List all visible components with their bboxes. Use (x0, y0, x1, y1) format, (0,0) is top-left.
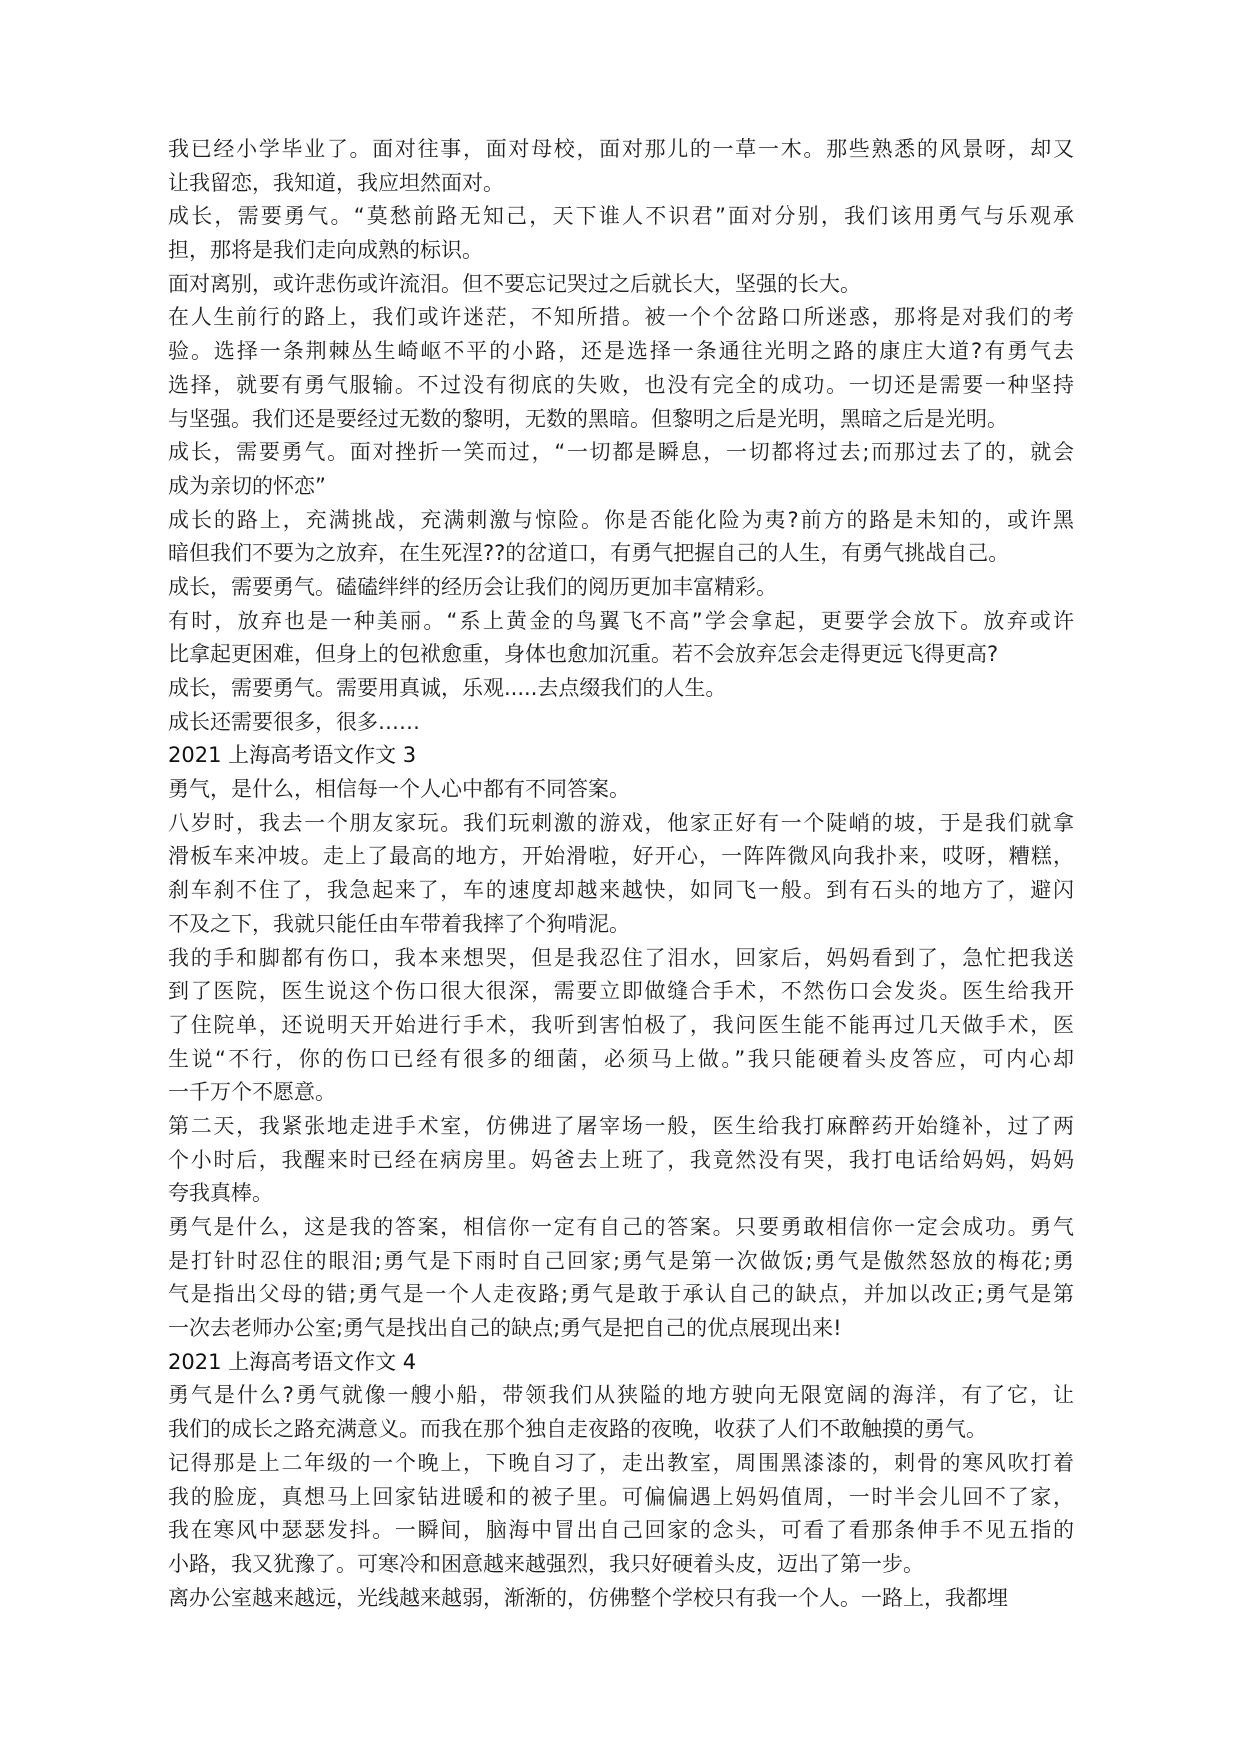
paragraph-line: 面对离别，或许悲伤或许流泪。但不要忘记哭过之后就长大，坚强的长大。 (168, 271, 861, 296)
paragraph-line: 勇气，是什么，相信每一个人心中都有不同答案。 (168, 777, 630, 802)
paragraph-line: 有时，放弃也是一种美丽。“系上黄金的鸟翼飞不高”学会拿起，更要学会放下。放弃或许 (168, 608, 1074, 633)
paragraph-line: 八岁时，我去一个朋友家玩。我们玩刺激的游戏，他家正好有一个陡峭的坡，于是我们就拿 (168, 810, 1074, 835)
paragraph-line: 我已经小学毕业了。面对往事，面对母校，面对那儿的一草一木。那些熟悉的风景呀，却又 (168, 137, 1074, 161)
paragraph (168, 1110, 1074, 1211)
paragraph-line: 验。选择一条荆棘丛生崎岖不平的小路，还是选择一条通往光明之路的康庄大道?有勇气去 (168, 339, 1074, 364)
paragraph-line: 成长，需要勇气。磕磕绊绊的经历会让我们的阅历更加丰富精彩。 (168, 574, 777, 599)
paragraph-line: 是打针时忍住的眼泪;勇气是下雨时自己回家;勇气是第一次做饭;勇气是傲然怒放的梅花;勇 (168, 1248, 1074, 1273)
paragraph-line: 比拿起更困难，但身上的包袱愈重，身体也愈加沉重。若不会放弃怎会走得更远飞得更高? (168, 642, 999, 667)
paragraph (168, 268, 1074, 302)
paragraph (168, 942, 1074, 1110)
paragraph-line: 勇气是什么?勇气就像一艘小船，带领我们从狭隘的地方驶向无限宽阔的海洋，有了它，让 (168, 1383, 1074, 1408)
paragraph-line: 在人生前行的路上，我们或许迷茫，不知所措。被一个个岔路口所迷惑，那将是对我们的考 (168, 305, 1074, 330)
paragraph-line: 滑板车来冲坡。走上了最高的地方，开始滑啦，好开心，一阵阵微风向我扑来，哎呀，糟糕， (168, 844, 1074, 869)
paragraph-line: 成为亲切的怀恋” (168, 473, 326, 498)
paragraph (168, 200, 1074, 267)
paragraph-line: 不及之下，我就只能任由车带着我摔了个狗啃泥。 (168, 911, 630, 936)
paragraph (168, 1447, 1074, 1582)
paragraph-line: 个小时后，我醒来时已经在病房里。妈爸去上班了，我竟然没有哭，我打电话给妈妈，妈妈 (168, 1147, 1074, 1172)
paragraph-line: 一千万个不愿意。 (168, 1080, 336, 1105)
paragraph-line: 暗但我们不要为之放弃，在生死涅??的岔道口，有勇气把握自己的人生，有勇气挑战自己。 (168, 541, 1010, 566)
section-heading (168, 1346, 1074, 1380)
paragraph-line: 我在寒风中瑟瑟发抖。一瞬间，脑海中冒出自己回家的念头，可看了看那条伸手不见五指的 (168, 1518, 1074, 1543)
paragraph-line: 气是指出父母的错;勇气是一个人走夜路;勇气是敢于承认自己的缺点，并加以改正;勇气是第 (168, 1282, 1074, 1307)
document-body (168, 133, 1074, 1615)
heading-text: 2021 上海高考语文作文 4 (168, 1349, 417, 1374)
paragraph-line: 勇气是什么，这是我的答案，相信你一定有自己的答案。只要勇敢相信你一定会成功。勇气 (168, 1215, 1074, 1239)
paragraph-line: 离办公室越来越远，光线越来越弱，渐渐的，仿佛整个学校只有我一个人。一路上，我都埋 (168, 1585, 1008, 1610)
paragraph-line: 让我留恋，我知道，我应坦然面对。 (168, 170, 504, 195)
paragraph-line: 成长，需要勇气。面对挫折一笑而过，“一切都是瞬息，一切都将过去;而那过去了的，就会 (168, 440, 1074, 465)
paragraph-line: 我们的成长之路充满意义。而我在那个独自走夜路的夜晚，收获了人们不敢触摸的勇气。 (168, 1417, 987, 1442)
paragraph-line: 记得那是上二年级的一个晚上，下晚自习了，走出教室，周围黑漆漆的，刺骨的寒风吹打着 (168, 1450, 1074, 1475)
paragraph-line: 了住院单，还说明天开始进行手术，我听到害怕极了，我问医生能不能再过几天做手术，医 (168, 1012, 1074, 1037)
paragraph (168, 1379, 1074, 1446)
paragraph (168, 436, 1074, 503)
paragraph-line: 担，那将是我们走向成熟的标识。 (168, 238, 483, 263)
paragraph (168, 672, 1074, 706)
paragraph-line: 我的脸庞，真想马上回家钻进暖和的被子里。可偏偏遇上妈妈值周，一时半会儿回不了家， (168, 1484, 1074, 1509)
paragraph-line: 小路，我又犹豫了。可寒冷和困意越来越强烈，我只好硬着头皮，迈出了第一步。 (168, 1551, 924, 1576)
paragraph (168, 571, 1074, 605)
paragraph (168, 706, 1074, 740)
paragraph-line: 生说“不行，你的伤口已经有很多的细菌，必须马上做。”我只能硬着头皮答应，可内心却 (168, 1046, 1074, 1071)
paragraph (168, 301, 1074, 436)
paragraph-line: 成长的路上，充满挑战，充满刺激与惊险。你是否能化险为夷?前方的路是未知的，或许黑 (168, 507, 1074, 532)
paragraph-line: 夸我真棒。 (168, 1181, 273, 1206)
paragraph-line: 我的手和脚都有伤口，我本来想哭，但是我忍住了泪水，回家后，妈妈看到了，急忙把我送 (168, 945, 1074, 970)
paragraph (168, 807, 1074, 942)
paragraph-line: 成长，需要勇气。需要用真诚，乐观.....去点缀我们的人生。 (168, 676, 727, 700)
paragraph (168, 504, 1074, 571)
paragraph-line: 与坚强。我们还是要经过无数的黎明，无数的黑暗。但黎明之后是光明，黑暗之后是光明。 (168, 406, 1008, 431)
paragraph-line: 第二天，我紧张地走进手术室，仿佛进了屠宰场一般，医生给我打麻醉药开始缝补，过了两 (168, 1113, 1074, 1138)
paragraph-line: 选择，就要有勇气服输。不过没有彻底的失败，也没有完全的成功。一切还是需要一种坚持 (168, 372, 1074, 397)
paragraph-line: 成长还需要很多，很多…… (168, 709, 420, 734)
paragraph (168, 605, 1074, 672)
heading-text: 2021 上海高考语文作文 3 (168, 743, 417, 768)
paragraph (168, 773, 1074, 807)
paragraph-line: 成长，需要勇气。“莫愁前路无知己，天下谁人不识君”面对分别，我们该用勇气与乐观承 (168, 204, 1074, 229)
paragraph-line: 到了医院，医生说这个伤口很大很深，需要立即做缝合手术，不然伤口会发炎。医生给我开 (168, 979, 1074, 1004)
paragraph (168, 133, 1074, 200)
section-heading (168, 739, 1074, 773)
paragraph-line: 一次去老师办公室;勇气是找出自己的缺点;勇气是把自己的优点展现出来! (168, 1316, 842, 1341)
paragraph (168, 1211, 1074, 1346)
paragraph (168, 1582, 1074, 1616)
paragraph-line: 刹车刹不住了，我急起来了，车的速度却越来越快，如同飞一般。到有石头的地方了，避闪 (168, 878, 1074, 903)
